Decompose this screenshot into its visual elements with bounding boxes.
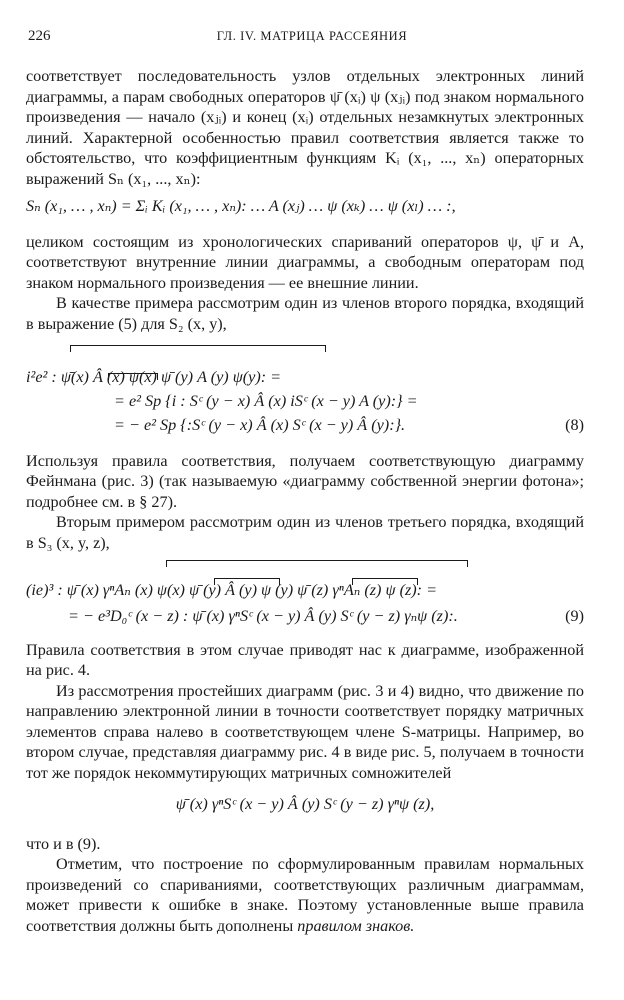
equation-product-text: ψ̄ (x) γⁿSᶜ (x − y) Â (y) Sᶜ (y − z) γⁿψ (z), [175, 794, 435, 813]
equation-9-line-2: = − e³D₀ᶜ (x − z) : ψ̄ (x) γⁿSᶜ (x − y) Â (y) Sᶜ (y − z) γₙψ (z):. [68, 606, 458, 625]
equation-9-number: (9) [565, 606, 584, 625]
paragraph-9-text: Отметим, что построение по сформулированным правилам нормальных произведений со спариваниями, соответствующих различным диаграммам, может привести к ошибке в знаке. Поэтому установленные выше правила соответствия должны быть дополнены [26, 855, 584, 936]
page-number: 226 [28, 28, 51, 44]
paragraph-4: Используя правила соответствия, получаем соответствующую диаграмму Фейнмана (рис. 3) (так называемую «диаграмму собственной энергии фотона»; подробнее см. в § 27). [26, 451, 584, 511]
page-header [0, 28, 624, 48]
contraction-bracket-outer [70, 345, 326, 352]
equation-8-line-1: i²e² : ψ̄(x) Â (x) ψ(x) ψ̄ (y) A (y) ψ(y): = [26, 367, 282, 386]
contraction-bracket-9a [166, 560, 468, 567]
paragraph-8: что и в (9). [26, 834, 101, 853]
paragraph-9-italic: правилом знаков. [297, 917, 415, 936]
paragraph-1: соответствует последовательность узлов отдельных электронных линий диаграммы, а парам свободных операторов ψ̄ (xᵢ) ψ (xⱼᵢ) под знаком нормального произведения — начало (xⱼᵢ) и конец (xᵢ) отдельных незамкнутых электронных линий. Характерной особенностью правил соответствия является также то обстоятельство, что коэффициентным функциям Kᵢ (x₁, ..., xₙ) операторных выражений Sₙ (x₁, ..., xₙ): [26, 67, 584, 188]
paragraph-9 [26, 854, 584, 936]
equation-8-number: (8) [565, 415, 584, 434]
page-body [26, 66, 584, 937]
paragraph-7: Из рассмотрения простейших диаграмм (рис. 3 и 4) видно, что движение по направлению электронной линии в точности соответствует порядку матричных элементов справа налево в соответствующем члене S-матрицы. Например, во втором случае, представляя диаграмму рис. 4 в виде рис. 5, получаем в точности тот же порядок некоммутирующих матричных сомножителей [26, 681, 584, 783]
equation-sn [26, 190, 584, 232]
equation-sn-text: Sₙ (x₁, … , xₙ) = Σᵢ Kᵢ (x₁, … , xₙ): … A (xⱼ) … ψ (xₖ) … ψ (xₗ) … :, [26, 196, 456, 215]
equation-9 [26, 558, 584, 640]
running-title: ГЛ. IV. МАТРИЦА РАССЕЯНИЯ [216, 29, 408, 43]
equation-8 [26, 339, 584, 451]
equation-product [26, 784, 584, 834]
paragraph-5: Вторым примером рассмотрим один из членов третьего порядка, входящий в S₃ (x, y, z), [26, 513, 584, 552]
paragraph-2: целиком состоящим из хронологических спариваний операторов ψ, ψ̄ и A, соответствуют внутренние линии диаграммы, а свободным операторам под знаком нормального произведения — ее внешние линии. [26, 232, 584, 292]
equation-8-line-2: = e² Sp {i : Sᶜ (y − x) Â (x) iSᶜ (x − y) A (y):} = [114, 391, 418, 410]
equation-8-line-3: = − e² Sp {:Sᶜ (y − x) Â (x) Sᶜ (x − y) Â (y):}. [114, 415, 406, 434]
paragraph-3: В качестве примера рассмотрим один из членов второго порядка, входящий в выражение (5) для S₂ (x, y), [26, 294, 584, 333]
paragraph-6: Правила соответствия в этом случае приводят нас к диаграмме, изображенной на рис. 4. [26, 640, 584, 680]
equation-9-line-1: (ie)³ : ψ̄ (x) γⁿAₙ (x) ψ(x) ψ̄ (y) Â (y) ψ (y) ψ̄ (z) γⁿAₙ (z) ψ (z): = [26, 580, 438, 599]
